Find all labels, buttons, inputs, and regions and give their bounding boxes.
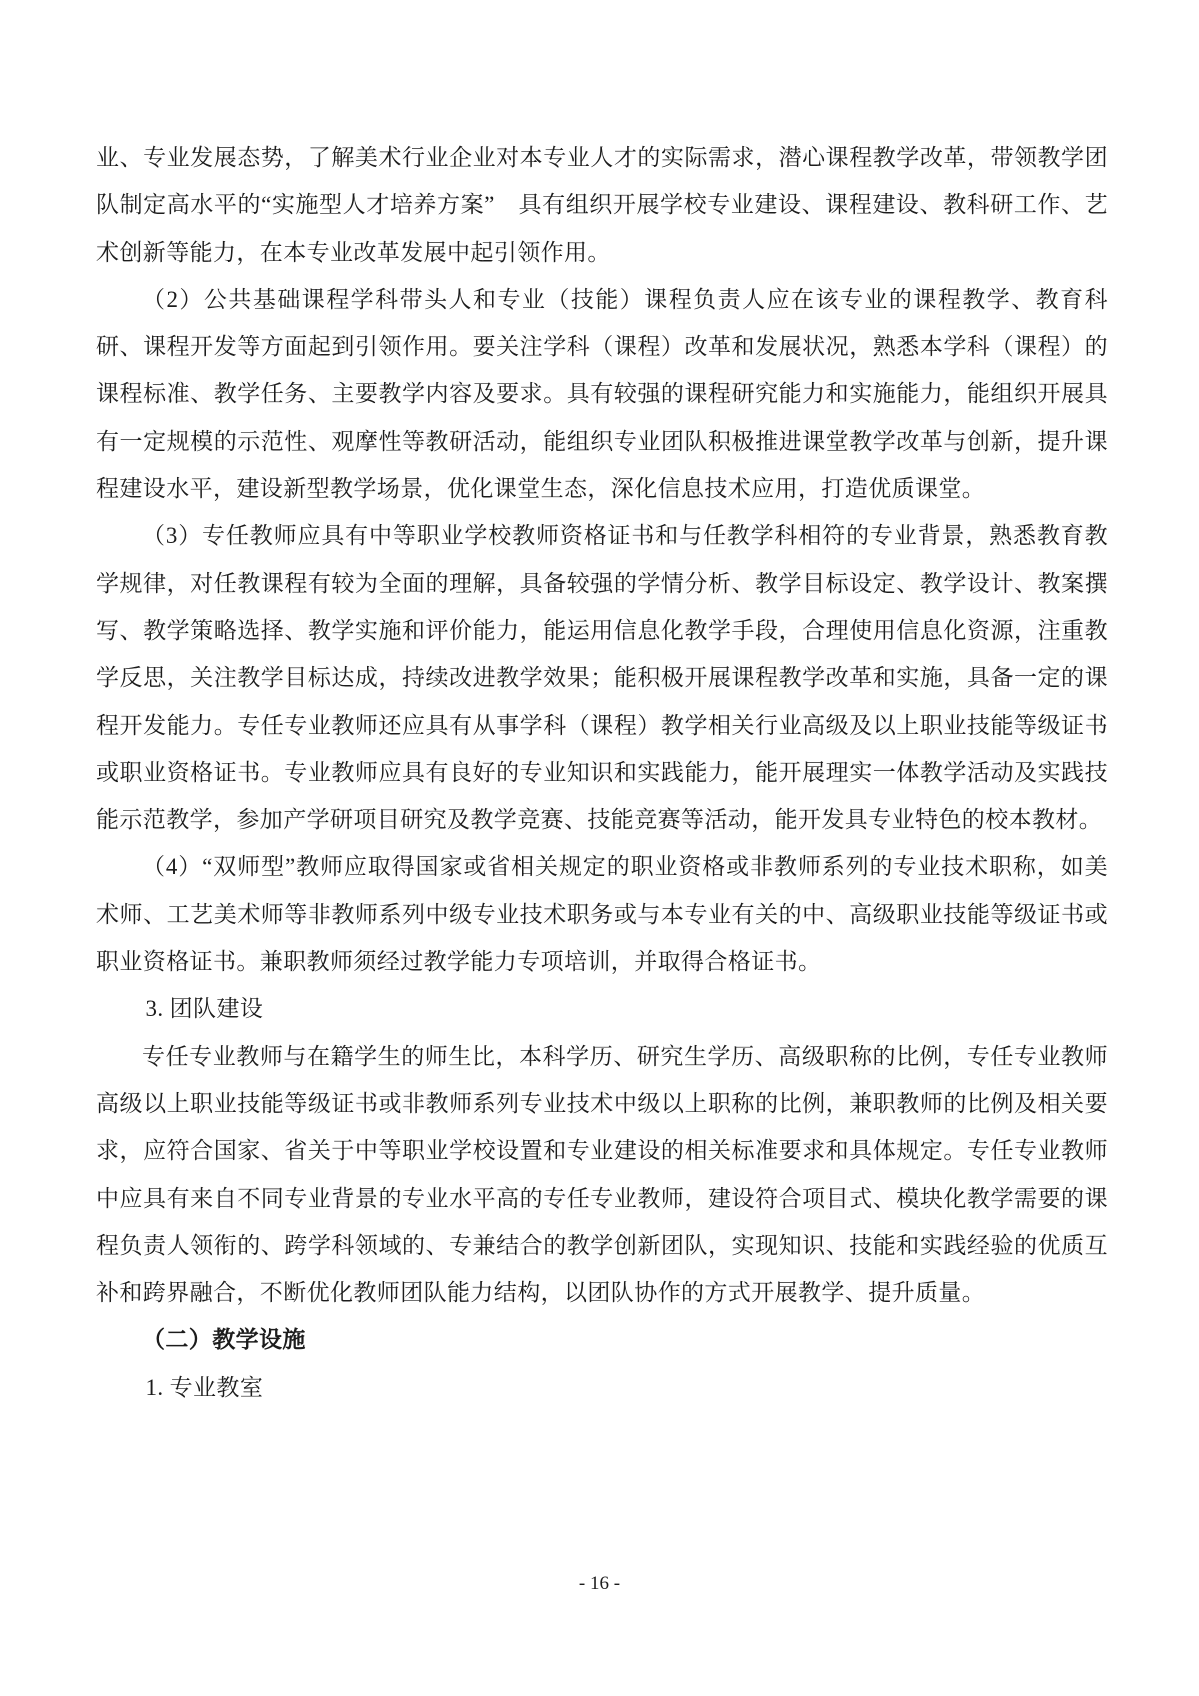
paragraph-item-2: （2）公共基础课程学科带头人和专业（技能）课程负责人应在该专业的课程教学、教育科研、课程开发等方面起到引领作用。要关注学科（课程）改革和发展状况，熟悉本学科（课程）的课程标准、教学任务、主要教学内容及要求。具有较强的课程研究能力和实施能力，能组织开展具有一定规模的示范性、观摩性等教研活动，能组织专业团队积极推进课堂教学改革与创新，提升课程建设水平，建设新型教学场景，优化课堂生态，深化信息技术应用，打造优质课堂。: [96, 286, 1108, 502]
subheading-team-building: 3. 团队建设: [145, 996, 264, 1022]
subheading-professional-classroom: 1. 专业教室: [145, 1374, 264, 1400]
page-body: [96, 134, 1108, 1411]
page-number: - 16 -: [578, 1573, 621, 1594]
page-footer: [0, 1572, 1199, 1596]
section-heading-teaching-facilities: （二）教学设施: [142, 1327, 306, 1353]
paragraph-team-building: 专任专业教师与在籍学生的师生比，本科学历、研究生学历、高级职称的比例，专任专业教师高级以上职业技能等级证书或非教师系列专业技术中级以上职称的比例，兼职教师的比例及相关要求，应符合国家、省关于中等职业学校设置和专业建设的相关标准要求和具体规定。专任专业教师中应具有来自不同专业背景的专业水平高的专任专业教师，建设符合项目式、模块化教学需要的课程负责人领衔的、跨学科领域的、专兼结合的教学创新团队，实现知识、技能和实践经验的优质互补和跨界融合，不断优化教师团队能力结构，以团队协作的方式开展教学、提升质量。: [96, 1043, 1108, 1306]
paragraph-continuation: 业、专业发展态势，了解美术行业企业对本专业人才的实际需求，潜心课程教学改革，带领教学团队制定高水平的“实施型人才培养方案” 具有组织开展学校专业建设、课程建设、教科研工作、艺术创新等能力，在本专业改革发展中起引领作用。: [96, 145, 1108, 265]
paragraph-item-4: （4）“双师型”教师应取得国家或省相关规定的职业资格或非教师系列的专业技术职称，如美术师、工艺美术师等非教师系列中级专业技术职务或与本专业有关的中、高级职业技能等级证书或职业资格证书。兼职教师须经过教学能力专项培训，并取得合格证书。: [96, 854, 1108, 975]
paragraph-item-3: （3）专任教师应具有中等职业学校教师资格证书和与任教学科相符的专业背景，熟悉教育教学规律，对任教课程有较为全面的理解，具备较强的学情分析、教学目标设定、教学设计、教案撰写、教学策略选择、教学实施和评价能力，能运用信息化教学手段，合理使用信息化资源，注重教学反思，关注教学目标达成，持续改进教学效果；能积极开展课程教学改革和实施，具备一定的课程开发能力。专任专业教师还应具有从事学科（课程）教学相关行业高级及以上职业技能等级证书或职业资格证书。专业教师应具有良好的专业知识和实践能力，能开展理实一体教学活动及实践技能示范教学，参加产学研项目研究及教学竞赛、技能竞赛等活动，能开发具专业特色的校本教材。: [96, 523, 1108, 833]
